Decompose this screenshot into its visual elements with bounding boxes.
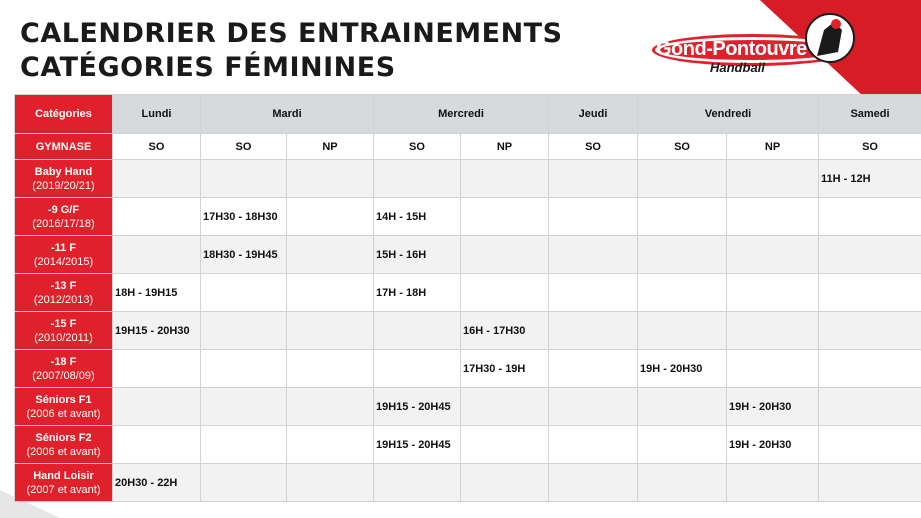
schedule-cell [819, 236, 921, 274]
gym-code: SO [374, 134, 461, 160]
schedule-cell: 17H30 - 18H30 [201, 198, 287, 236]
schedule-cell [461, 426, 549, 464]
schedule-cell [201, 312, 287, 350]
day-header-samedi: Samedi [819, 95, 921, 134]
schedule-cell [727, 312, 819, 350]
table-row [15, 388, 921, 426]
schedule-cell [287, 236, 374, 274]
schedule-cell [113, 236, 201, 274]
schedule-cell [638, 426, 727, 464]
schedule-cell: 19H15 - 20H45 [374, 388, 461, 426]
day-header-row [15, 95, 921, 134]
logo-subtitle: Handball [710, 60, 765, 75]
schedule-cell [638, 464, 727, 502]
schedule-cell: 18H - 19H15 [113, 274, 201, 312]
category-name: Baby Hand [34, 165, 93, 178]
schedule-cell [287, 312, 374, 350]
club-logo [652, 8, 862, 90]
schedule-cell [201, 274, 287, 312]
category-name: Séniors F2 [35, 431, 92, 444]
schedule-cell [461, 198, 549, 236]
category-years: (2007 et avant) [26, 483, 101, 496]
day-header-mercredi: Mercredi [374, 95, 549, 134]
gym-code: NP [727, 134, 819, 160]
schedule-cell [727, 350, 819, 388]
schedule-cell [461, 160, 549, 198]
table-row [15, 312, 921, 350]
day-header-jeudi: Jeudi [549, 95, 638, 134]
category-cell [15, 388, 113, 426]
schedule-cell [638, 274, 727, 312]
schedule-cell [287, 388, 374, 426]
category-cell [15, 198, 113, 236]
schedule-cell: 17H30 - 19H [461, 350, 549, 388]
category-years: (2019/20/21) [32, 179, 95, 192]
table-row [15, 274, 921, 312]
schedule-cell: 14H - 15H [374, 198, 461, 236]
schedule-cell [727, 274, 819, 312]
schedule-cell [461, 274, 549, 312]
schedule-cell: 15H - 16H [374, 236, 461, 274]
category-name: Séniors F1 [35, 393, 92, 406]
schedule-cell [461, 236, 549, 274]
schedule-cell [374, 350, 461, 388]
schedule-cell [287, 350, 374, 388]
table-row [15, 160, 921, 198]
logo-name: Gond-Pontouvre [656, 38, 807, 60]
schedule-cell [549, 350, 638, 388]
schedule-cell [549, 312, 638, 350]
schedule-cell [201, 350, 287, 388]
schedule-cell [819, 426, 921, 464]
gym-header-label: GYMNASE [15, 134, 113, 160]
schedule-cell [461, 388, 549, 426]
schedule-cell [287, 160, 374, 198]
category-name: -13 F [50, 279, 77, 292]
category-cell [15, 426, 113, 464]
category-cell [15, 464, 113, 502]
schedule-cell: 19H15 - 20H30 [113, 312, 201, 350]
schedule-cell [638, 236, 727, 274]
table-row [15, 198, 921, 236]
page-title-line2: CATÉGORIES FÉMININES [20, 52, 396, 83]
table-row [15, 236, 921, 274]
schedule-cell [549, 198, 638, 236]
schedule-cell [819, 464, 921, 502]
schedule-cell [374, 160, 461, 198]
gym-code: NP [287, 134, 374, 160]
schedule-cell [819, 198, 921, 236]
category-years: (2006 et avant) [26, 407, 101, 420]
day-header-lundi: Lundi [113, 95, 201, 134]
schedule-cell [727, 198, 819, 236]
schedule-cell: 19H15 - 20H45 [374, 426, 461, 464]
schedule-cell: 19H - 20H30 [727, 426, 819, 464]
schedule-cell [113, 426, 201, 464]
schedule-cell [287, 274, 374, 312]
category-cell [15, 236, 113, 274]
category-cell [15, 350, 113, 388]
day-header-mardi: Mardi [201, 95, 374, 134]
category-years: (2014/2015) [33, 255, 94, 268]
schedule-cell [201, 426, 287, 464]
category-name: -11 F [50, 241, 77, 254]
schedule-cell [819, 388, 921, 426]
category-cell [15, 312, 113, 350]
schedule-cell [819, 350, 921, 388]
page-title-line1: CALENDRIER DES ENTRAINEMENTS [20, 18, 563, 49]
category-years: (2006 et avant) [26, 445, 101, 458]
schedule-cell [287, 426, 374, 464]
schedule-cell [638, 312, 727, 350]
schedule-cell [201, 160, 287, 198]
schedule-cell [549, 426, 638, 464]
schedule-cell [819, 274, 921, 312]
gym-code: SO [638, 134, 727, 160]
category-years: (2016/17/18) [32, 217, 95, 230]
schedule-cell [638, 198, 727, 236]
gym-code: SO [113, 134, 201, 160]
schedule-cell [201, 464, 287, 502]
schedule-cell [287, 198, 374, 236]
table-row [15, 350, 921, 388]
schedule-cell [638, 388, 727, 426]
day-header-vendredi: Vendredi [638, 95, 819, 134]
schedule-cell [113, 160, 201, 198]
schedule-cell [638, 160, 727, 198]
category-name: -18 F [50, 355, 77, 368]
schedule-cell: 16H - 17H30 [461, 312, 549, 350]
schedule-cell: 17H - 18H [374, 274, 461, 312]
schedule-cell [374, 312, 461, 350]
schedule-cell: 18H30 - 19H45 [201, 236, 287, 274]
schedule-cell [727, 160, 819, 198]
schedule-cell [461, 464, 549, 502]
table-row [15, 426, 921, 464]
schedule-table [14, 94, 921, 502]
schedule-cell [549, 464, 638, 502]
schedule-cell [287, 464, 374, 502]
category-years: (2010/2011) [34, 331, 93, 344]
schedule-cell [374, 464, 461, 502]
gym-code: NP [461, 134, 549, 160]
schedule-cell: 19H - 20H30 [638, 350, 727, 388]
schedule-cell [727, 236, 819, 274]
schedule-cell [113, 350, 201, 388]
gym-code: SO [549, 134, 638, 160]
category-years: (2012/2013) [33, 293, 94, 306]
schedule-cell [549, 160, 638, 198]
category-name: Hand Loisir [33, 469, 94, 482]
schedule-cell [819, 312, 921, 350]
gym-code: SO [201, 134, 287, 160]
schedule-cell [113, 198, 201, 236]
schedule-cell [113, 388, 201, 426]
schedule-cell: 11H - 12H [819, 160, 921, 198]
schedule-cell [549, 236, 638, 274]
gym-header-row [15, 134, 921, 160]
schedule-cell [201, 388, 287, 426]
schedule-cell [549, 274, 638, 312]
category-years: (2007/08/09) [32, 369, 95, 382]
category-name: -9 G/F [47, 203, 80, 216]
gym-code: SO [819, 134, 921, 160]
schedule-cell: 19H - 20H30 [727, 388, 819, 426]
category-cell [15, 274, 113, 312]
schedule-cell [549, 388, 638, 426]
schedule-cell: 20H30 - 22H [113, 464, 201, 502]
schedule-cell [727, 464, 819, 502]
categories-header: Catégories [15, 95, 113, 134]
table-row [15, 464, 921, 502]
category-cell [15, 160, 113, 198]
category-name: -15 F [50, 317, 77, 330]
